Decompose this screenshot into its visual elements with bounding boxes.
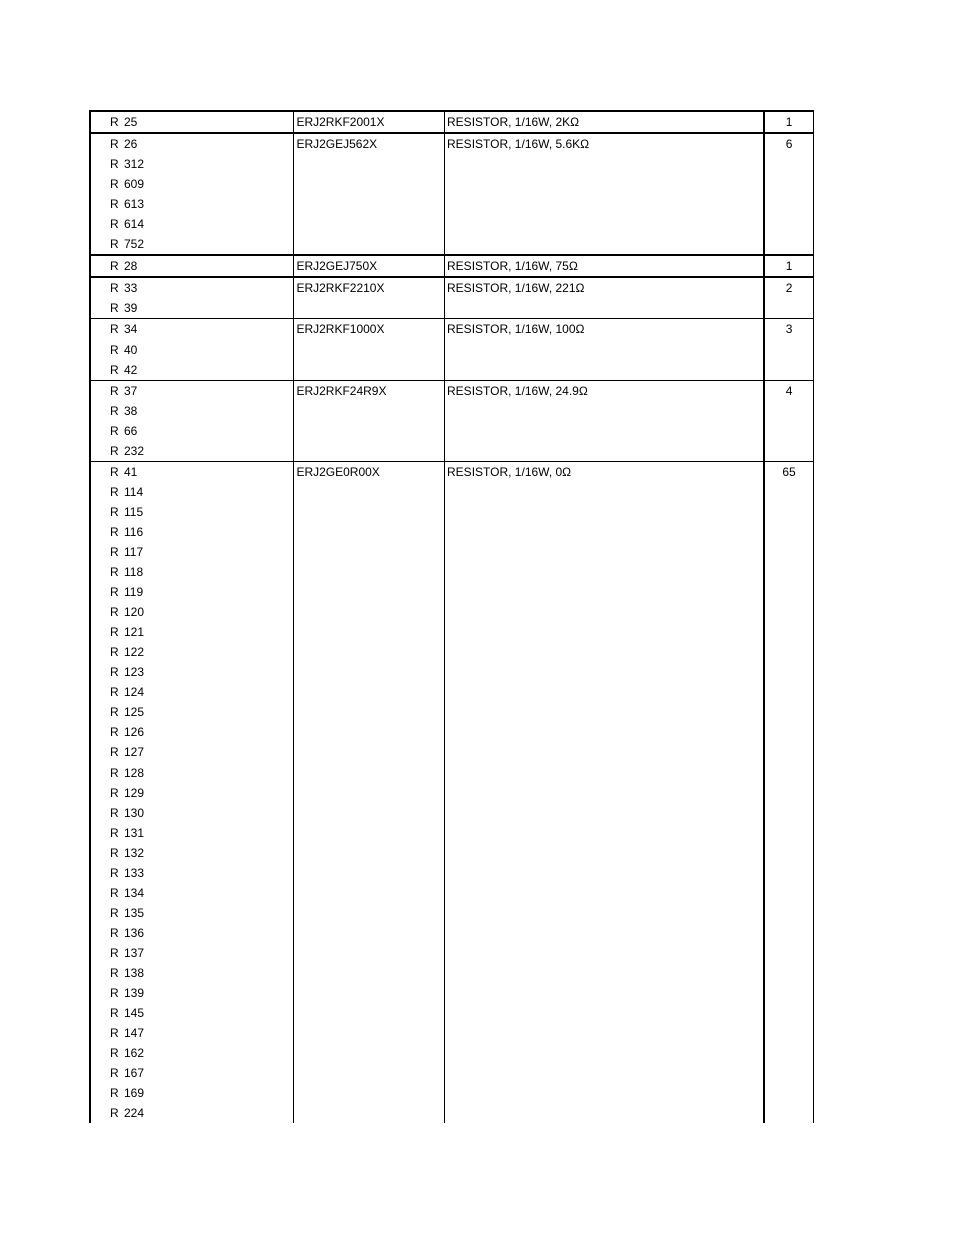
ref-prefix: R — [110, 986, 119, 1001]
ref-prefix: R — [110, 281, 119, 296]
description-cell — [445, 462, 765, 1124]
reference-designator — [91, 682, 293, 702]
ref-prefix: R — [110, 301, 119, 316]
ref-prefix: R — [110, 1066, 119, 1081]
description-cell — [445, 112, 765, 132]
ref-prefix: R — [110, 484, 119, 499]
reference-cell — [89, 462, 294, 1124]
ref-number: 37 — [124, 383, 138, 398]
table-row — [89, 110, 814, 132]
table-row — [89, 318, 814, 379]
ref-prefix: R — [110, 565, 119, 580]
reference-designator — [91, 783, 293, 803]
description-cell — [445, 256, 765, 276]
ref-number: 124 — [124, 685, 145, 700]
ref-prefix: R — [110, 443, 119, 458]
ref-prefix: R — [110, 342, 119, 357]
ref-number: 614 — [124, 217, 145, 232]
ref-prefix: R — [110, 1026, 119, 1041]
reference-designator — [91, 340, 293, 360]
ref-prefix: R — [110, 544, 119, 559]
part-number: ERJ2GE0R00X — [296, 464, 380, 479]
reference-designator — [91, 278, 293, 298]
reference-designator — [91, 983, 293, 1003]
ref-prefix: R — [110, 945, 119, 960]
ref-prefix: R — [110, 585, 119, 600]
ref-prefix: R — [110, 259, 119, 274]
reference-designator — [91, 883, 293, 903]
ref-prefix: R — [110, 745, 119, 760]
ref-number: 224 — [124, 1106, 145, 1121]
part-number-cell — [294, 112, 445, 132]
reference-designator — [91, 722, 293, 742]
ref-prefix: R — [110, 1046, 119, 1061]
reference-designator — [91, 763, 293, 783]
ref-number: 116 — [124, 524, 144, 539]
ref-prefix: R — [110, 1086, 119, 1101]
reference-designator — [91, 1103, 293, 1123]
reference-designator — [91, 462, 293, 482]
ref-number: 115 — [124, 504, 144, 519]
ref-prefix: R — [110, 845, 119, 860]
quantity-cell — [765, 112, 814, 132]
ref-prefix: R — [110, 725, 119, 740]
ref-prefix: R — [110, 403, 119, 418]
reference-designator — [91, 256, 293, 276]
ref-number: 42 — [124, 362, 138, 377]
reference-designator — [91, 863, 293, 883]
quantity-cell — [765, 319, 814, 379]
ref-number: 312 — [124, 157, 145, 172]
part-number: ERJ2GEJ562X — [296, 137, 378, 152]
ref-number: 28 — [124, 259, 138, 274]
description: RESISTOR, 1/16W, 0Ω — [447, 464, 572, 479]
reference-designator — [91, 234, 293, 254]
part-number-cell — [294, 134, 445, 254]
reference-designator — [91, 903, 293, 923]
reference-designator — [91, 154, 293, 174]
ref-prefix: R — [110, 765, 119, 780]
reference-designator — [91, 1043, 293, 1063]
description: RESISTOR, 1/16W, 2KΩ — [447, 115, 580, 129]
part-number: ERJ2RKF2210X — [296, 281, 385, 296]
reference-designator — [91, 1063, 293, 1083]
reference-cell — [89, 381, 294, 461]
quantity-cell — [765, 381, 814, 461]
ref-number: 139 — [124, 986, 145, 1001]
ref-prefix: R — [110, 322, 119, 337]
description-cell — [445, 319, 765, 379]
reference-cell — [89, 319, 294, 379]
quantity: 1 — [785, 115, 793, 129]
ref-number: 137 — [124, 945, 145, 960]
reference-designator — [91, 562, 293, 582]
ref-number: 120 — [124, 605, 145, 620]
part-number-cell — [294, 319, 445, 379]
reference-designator — [91, 421, 293, 441]
ref-number: 125 — [124, 705, 145, 720]
part-number: ERJ2GEJ750X — [296, 259, 378, 274]
ref-prefix: R — [110, 383, 119, 398]
reference-designator — [91, 214, 293, 234]
reference-designator — [91, 843, 293, 863]
ref-number: 66 — [124, 423, 138, 438]
reference-designator — [91, 319, 293, 339]
ref-prefix: R — [110, 905, 119, 920]
ref-prefix: R — [110, 237, 119, 252]
description: RESISTOR, 1/16W, 5.6KΩ — [447, 137, 590, 152]
ref-prefix: R — [110, 362, 119, 377]
ref-prefix: R — [110, 605, 119, 620]
ref-prefix: R — [110, 685, 119, 700]
ref-number: 119 — [124, 585, 144, 600]
reference-designator — [91, 602, 293, 622]
ref-number: 136 — [124, 925, 145, 940]
ref-number: 232 — [124, 443, 145, 458]
reference-designator — [91, 662, 293, 682]
description-cell — [445, 134, 765, 254]
ref-prefix: R — [110, 464, 119, 479]
reference-cell — [89, 256, 294, 276]
reference-designator — [91, 742, 293, 762]
ref-number: 130 — [124, 805, 145, 820]
ref-prefix: R — [110, 1006, 119, 1021]
quantity: 4 — [785, 383, 793, 398]
ref-prefix: R — [110, 197, 119, 212]
reference-designator — [91, 963, 293, 983]
ref-number: 134 — [124, 885, 145, 900]
reference-designator — [91, 401, 293, 421]
ref-prefix: R — [110, 504, 119, 519]
ref-number: 114 — [124, 484, 144, 499]
ref-number: 167 — [124, 1066, 145, 1081]
ref-number: 609 — [124, 177, 145, 192]
reference-designator — [91, 1083, 293, 1103]
reference-designator — [91, 823, 293, 843]
ref-prefix: R — [110, 423, 119, 438]
ref-prefix: R — [110, 217, 119, 232]
reference-cell — [89, 278, 294, 318]
quantity-cell — [765, 278, 814, 318]
reference-designator — [91, 1003, 293, 1023]
reference-cell — [89, 112, 294, 132]
quantity: 1 — [785, 259, 793, 274]
description: RESISTOR, 1/16W, 24.9Ω — [447, 383, 588, 398]
part-number: ERJ2RKF24R9X — [296, 383, 387, 398]
ref-number: 145 — [124, 1006, 145, 1021]
ref-number: 123 — [124, 665, 145, 680]
quantity-cell — [765, 256, 814, 276]
ref-number: 613 — [124, 197, 145, 212]
reference-designator — [91, 112, 293, 132]
reference-designator — [91, 298, 293, 318]
ref-number: 41 — [124, 464, 138, 479]
ref-number: 117 — [124, 544, 144, 559]
ref-prefix: R — [110, 645, 119, 660]
description: RESISTOR, 1/16W, 100Ω — [447, 322, 585, 337]
reference-designator — [91, 923, 293, 943]
ref-number: 147 — [124, 1026, 145, 1041]
quantity-cell — [765, 462, 814, 1124]
part-number-cell — [294, 381, 445, 461]
table-row — [89, 276, 814, 318]
reference-designator — [91, 1023, 293, 1043]
reference-designator — [91, 542, 293, 562]
ref-number: 40 — [124, 342, 138, 357]
ref-number: 138 — [124, 965, 145, 980]
reference-designator — [91, 642, 293, 662]
ref-number: 38 — [124, 403, 138, 418]
ref-number: 122 — [124, 645, 145, 660]
ref-number: 126 — [124, 725, 145, 740]
reference-designator — [91, 502, 293, 522]
ref-number: 162 — [124, 1046, 145, 1061]
ref-prefix: R — [110, 965, 119, 980]
reference-designator — [91, 482, 293, 502]
reference-cell — [89, 134, 294, 254]
reference-designator — [91, 803, 293, 823]
ref-prefix: R — [110, 925, 119, 940]
reference-designator — [91, 441, 293, 461]
reference-designator — [91, 943, 293, 963]
ref-number: 752 — [124, 237, 145, 252]
reference-designator — [91, 360, 293, 380]
ref-prefix: R — [110, 865, 119, 880]
description: RESISTOR, 1/16W, 75Ω — [447, 259, 578, 274]
ref-prefix: R — [110, 885, 119, 900]
ref-number: 118 — [124, 565, 144, 580]
ref-prefix: R — [110, 625, 119, 640]
ref-number: 121 — [124, 625, 145, 640]
ref-number: 132 — [124, 845, 145, 860]
ref-prefix: R — [110, 665, 119, 680]
ref-prefix: R — [110, 1106, 119, 1121]
ref-prefix: R — [110, 177, 119, 192]
quantity: 65 — [782, 464, 796, 479]
part-number-cell — [294, 462, 445, 1124]
description-cell — [445, 278, 765, 318]
table-row — [89, 254, 814, 276]
quantity-cell — [765, 134, 814, 254]
ref-number: 133 — [124, 865, 145, 880]
reference-designator — [91, 522, 293, 542]
reference-designator — [91, 622, 293, 642]
ref-prefix: R — [110, 785, 119, 800]
ref-prefix: R — [110, 137, 119, 152]
ref-prefix: R — [110, 805, 119, 820]
quantity: 3 — [785, 322, 793, 337]
part-number: ERJ2RKF2001X — [296, 115, 385, 129]
ref-number: 135 — [124, 905, 145, 920]
ref-number: 25 — [124, 115, 138, 129]
ref-number: 169 — [124, 1086, 145, 1101]
ref-number: 39 — [124, 301, 138, 316]
ref-number: 129 — [124, 785, 145, 800]
table-row — [89, 461, 814, 1124]
part-number: ERJ2RKF1000X — [296, 322, 385, 337]
reference-designator — [91, 381, 293, 401]
ref-number: 131 — [124, 825, 145, 840]
reference-designator — [91, 582, 293, 602]
description: RESISTOR, 1/16W, 221Ω — [447, 281, 585, 296]
reference-designator — [91, 174, 293, 194]
ref-prefix: R — [110, 115, 119, 129]
table-row — [89, 132, 814, 254]
ref-prefix: R — [110, 705, 119, 720]
reference-designator — [91, 134, 293, 154]
parts-list-table — [89, 110, 814, 1123]
reference-designator — [91, 702, 293, 722]
ref-number: 127 — [124, 745, 145, 760]
description-cell — [445, 381, 765, 461]
ref-number: 128 — [124, 765, 145, 780]
quantity: 2 — [785, 281, 793, 296]
table-row — [89, 380, 814, 461]
ref-number: 34 — [124, 322, 138, 337]
reference-designator — [91, 194, 293, 214]
part-number-cell — [294, 256, 445, 276]
ref-prefix: R — [110, 157, 119, 172]
quantity: 6 — [785, 137, 793, 152]
ref-number: 33 — [124, 281, 138, 296]
ref-prefix: R — [110, 825, 119, 840]
ref-prefix: R — [110, 524, 119, 539]
part-number-cell — [294, 278, 445, 318]
ref-number: 26 — [124, 137, 138, 152]
